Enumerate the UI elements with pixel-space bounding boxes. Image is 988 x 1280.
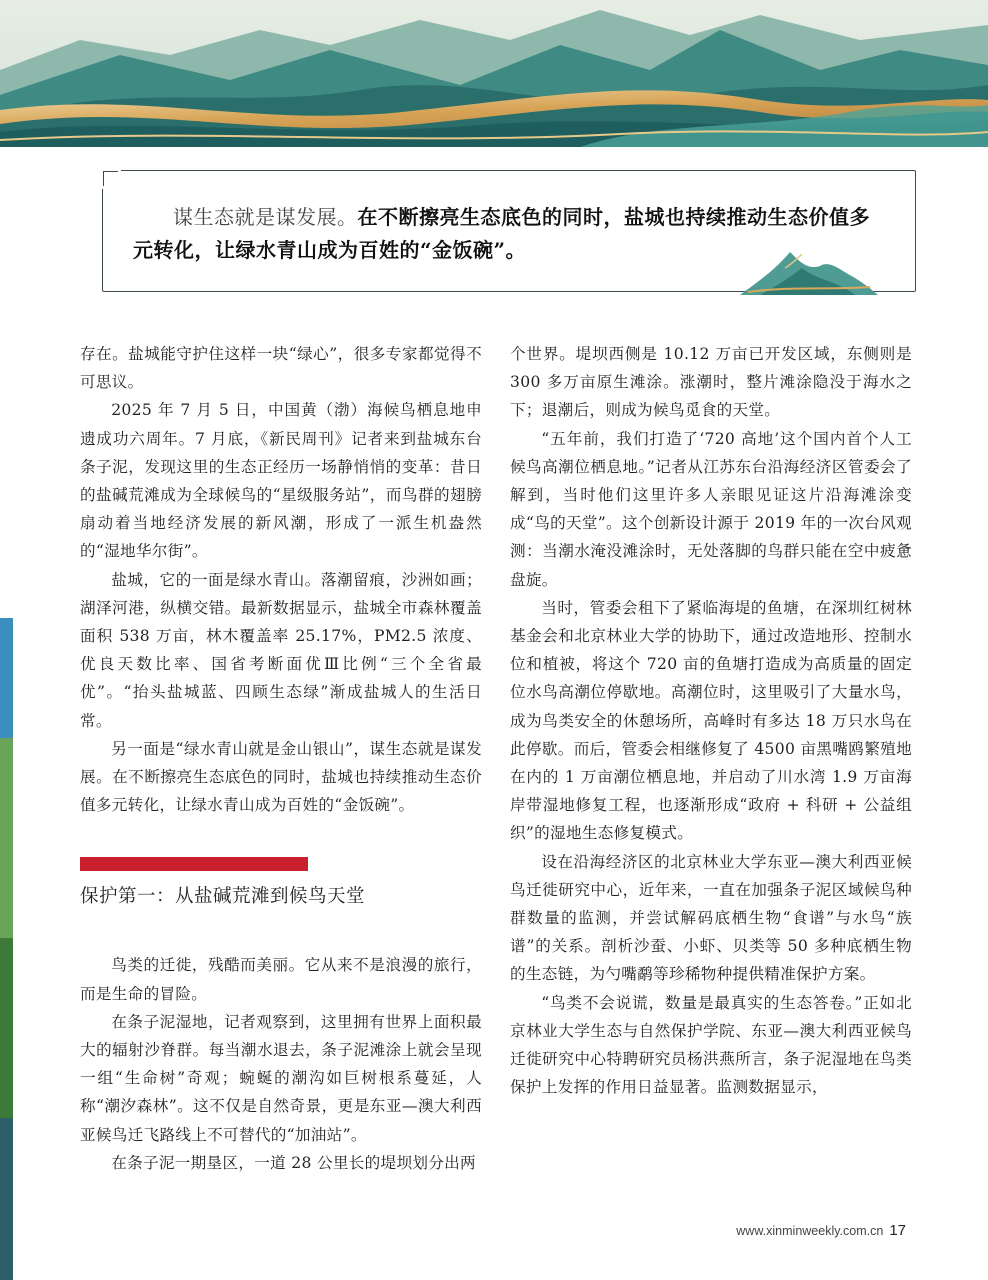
quote-corner-ornament: [95, 163, 121, 189]
paragraph: 在条子泥湿地，记者观察到，这里拥有世界上面积最大的辐射沙脊群。每当潮水退去，条子泥滩涂上就会呈现一组“生命树”奇观；蜿蜒的潮沟如巨树根系蔓延，人称“潮汐森林”。这不仅是自然奇景，更是东亚—澳大利西亚候鸟迁飞路线上不可替代的“加油站”。: [80, 1012, 482, 1144]
pull-quote-lead: 谋生态就是谋发展。: [173, 207, 358, 229]
paragraph: 设在沿海经济区的北京林业大学东亚—澳大利西亚候鸟迁徙研究中心，近年来，一直在加强条子泥区域候鸟种群数量的监测，并尝试解码底栖生物“食谱”与水鸟“族谱”的关系。剖析沙蚕、小虾、贝类等 50 多种底栖生物的生态链，为勺嘴鹬等珍稀物种提供精准保护方案。: [510, 852, 912, 984]
paragraph: 2025 年 7 月 5 日，中国黄（渤）海候鸟栖息地申遗成功六周年。7 月底，《新民周刊》记者来到盐城东台条子泥，发现这里的生态正经历一场静悄悄的变革：昔日的盐碱荒滩成为全球候鸟的“星级服务站”，而鸟群的翅膀扇动着当地经济发展的新风潮，形成了一派生机盎然的“湿地华尔街”。: [80, 401, 482, 561]
paragraph: 个世界。堤坝西侧是 10.12 万亩已开发区域，东侧则是 300 多万亩原生滩涂。涨潮时，整片滩涂隐没于海水之下；退潮后，则成为候鸟觅食的天堂。: [510, 345, 912, 420]
paragraph: 存在。盐城能守护住这样一块“绿心”，很多专家都觉得不可思议。: [80, 345, 482, 392]
mountain-ornament-icon: [730, 240, 880, 300]
article-left-column: [80, 340, 482, 1177]
paragraph: 另一面是“绿水青山就是金山银山”，谋生态就是谋发展。在不断擦亮生态底色的同时，盐城也持续推动生态价值多元转化，让绿水青山成为百姓的“金饭碗”。: [80, 739, 482, 815]
paragraph: 当时，管委会租下了紧临海堤的鱼塘，在深圳红树林基金会和北京林业大学的协助下，通过改造地形、控制水位和植被，将这个 720 亩的鱼塘打造成为高质量的固定位水鸟高潮位停歇地。高潮位时，这里吸引了大量水鸟，成为鸟类安全的休憩场所，高峰时有多达 18 万只水鸟在此停歇。而后，管委会相继修复了 4500 亩黑嘴鸥繁殖地在内的 1 万亩潮位栖息地，并启动了川水湾 1.9 万亩海岸带湿地修复工程，也逐渐形成“政府 + 科研 + 公益组织”的湿地生态修复模式。: [510, 598, 912, 843]
paragraph: “五年前，我们打造了‘720 高地’这个国内首个人工候鸟高潮位栖息地。”记者从江苏东台沿海经济区管委会了解到，当时他们这里许多人亲眼见证这片沿海滩涂变成“鸟的天堂”。这个创新设计源于 2019 年的一次台风观测：当潮水淹没滩涂时，无处落脚的鸟群只能在空中疲惫盘旋。: [510, 429, 912, 589]
pull-quote-emphasis: 在不断擦亮生态底色的同时，盐城也持续推动生态价值多元转化，让绿水青山成为百姓的“金饭碗”。: [133, 205, 870, 262]
paragraph: 在条子泥一期垦区，一道 28 公里长的堤坝划分出两: [111, 1153, 476, 1172]
section-heading: 保护第一：从盐碱荒滩到候鸟天堂: [80, 885, 366, 907]
paragraph: 鸟类的迁徙，残酷而美丽。它从来不是浪漫的旅行，而是生命的冒险。: [80, 956, 482, 1003]
page-number: 17: [889, 1222, 906, 1239]
header-landscape-banner: [0, 0, 988, 147]
article-right-column: [510, 340, 912, 1101]
section-red-bar: [80, 857, 308, 871]
paragraph: “鸟类不会说谎，数量是最真实的生态答卷。”正如北京林业大学生态与自然保护学院、东亚—澳大利西亚候鸟迁徙研究中心特聘研究员杨洪燕所言，条子泥湿地在鸟类保护上发挥的作用日益显著。监测数据显示，: [510, 993, 912, 1097]
paragraph: 盐城，它的一面是绿水青山。落潮留痕，沙洲如画；湖泽河港，纵横交错。最新数据显示，盐城全市森林覆盖面积 538 万亩，林木覆盖率 25.17%，PM2.5 浓度、优良天数比率、国省考断面优Ⅲ比例“三个全省最优”。“抬头盐城蓝、四顾生态绿”渐成盐城人的生活日常。: [80, 570, 482, 730]
left-edge-photo-strip: [0, 618, 13, 1280]
page-footer: [736, 1222, 906, 1239]
footer-website-link[interactable]: www.xinminweekly.com.cn: [736, 1224, 884, 1238]
